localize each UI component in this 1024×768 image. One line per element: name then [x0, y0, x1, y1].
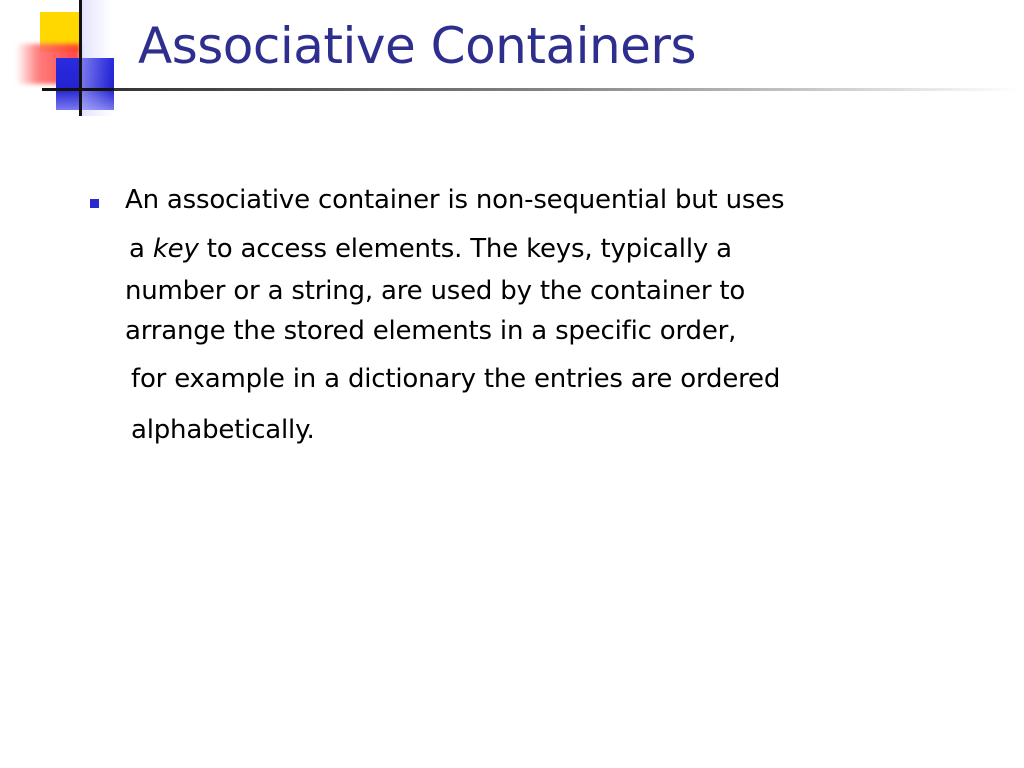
slide-title: Associative Containers	[138, 17, 697, 75]
bullet-square-icon	[90, 199, 99, 208]
bullet-text-line-5: for example in a dictionary the entries are ordered	[131, 364, 781, 394]
bullet-text-line-6: alphabetically.	[131, 415, 315, 445]
logo-fade	[82, 0, 112, 116]
logo-horizontal-line	[42, 88, 120, 91]
bullet-text-line-4: arrange the stored elements in a specific order,	[125, 316, 737, 346]
bullet-text-line-2	[129, 233, 732, 265]
line-2-suffix: to access elements. The keys, typically a	[198, 234, 732, 264]
corner-logo	[0, 0, 140, 120]
logo-vertical-line	[79, 0, 82, 116]
line-2-prefix: a	[129, 234, 153, 264]
emphasis-key: key	[152, 234, 199, 264]
bullet-text-line-3: number or a string, are used by the container to	[125, 276, 746, 306]
bullet-text-line-1: An associative container is non-sequential but uses	[125, 185, 785, 215]
title-underline	[114, 88, 1020, 91]
